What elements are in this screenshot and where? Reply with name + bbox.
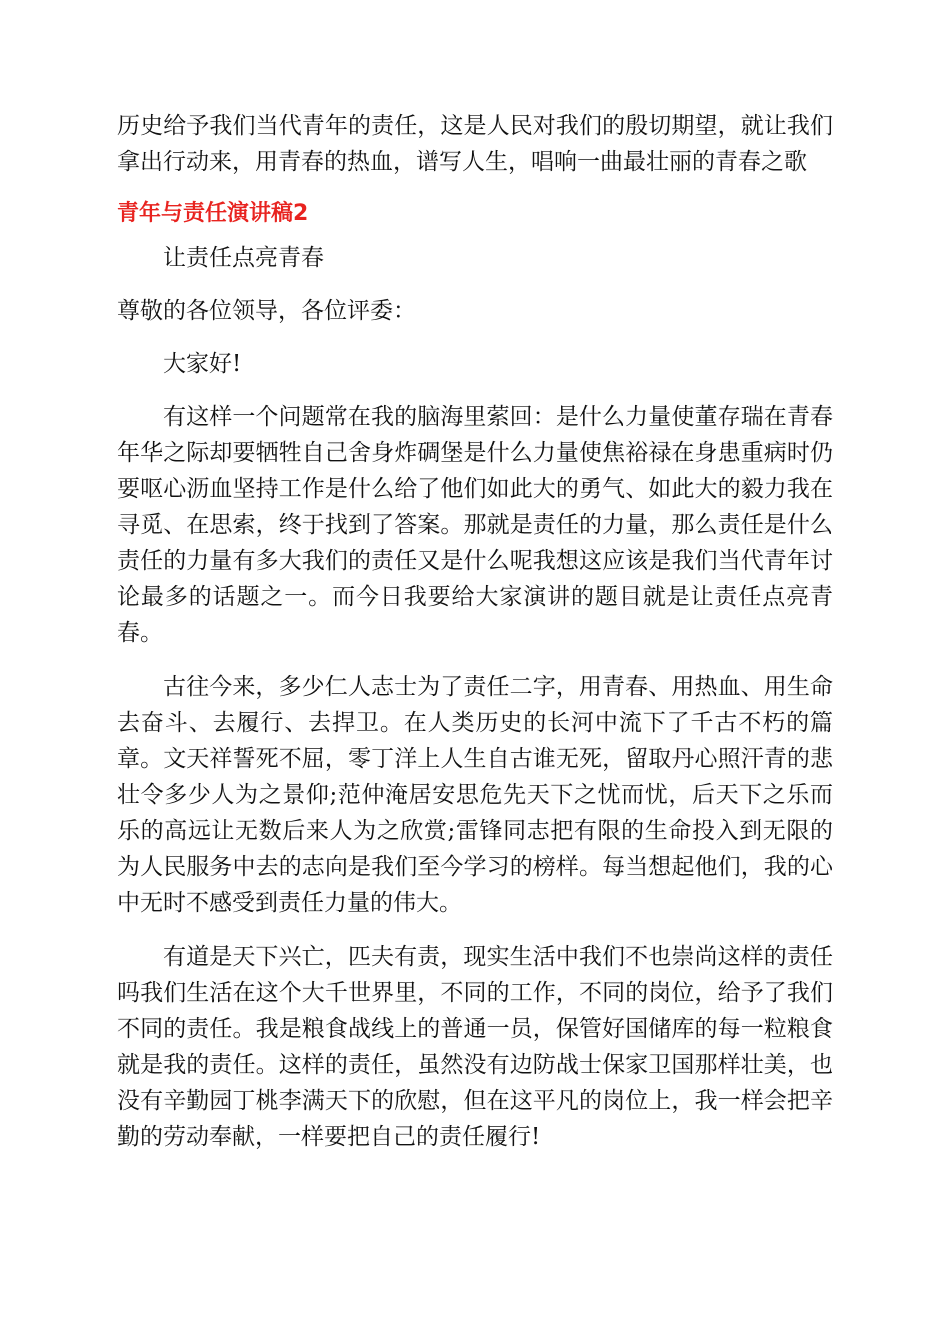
body-paragraph-1: 有这样一个问题常在我的脑海里萦回：是什么力量使董存瑞在青春年华之际却要牺牲自己舍身炸碉堡是什么力量使焦裕禄在身患重病时仍要呕心沥血坚持工作是什么给了他们如此大的勇气、如此大的毅力我在寻觅、在思索，终于找到了答案。那就是责任的力量，那么责任是什么责任的力量有多大我们的责任又是什么呢我想这应该是我们当代青年讨论最多的话题之一。而今日我要给大家演讲的题目就是让责任点亮青春。 [117, 404, 833, 646]
body-paragraph-2: 古往今来，多少仁人志士为了责任二字，用青春、用热血、用生命去奋斗、去履行、去捍卫。在人类历史的长河中流下了千古不朽的篇章。文天祥誓死不屈，零丁洋上人生自古谁无死，留取丹心照汗青的悲壮令多少人为之景仰;范仲淹居安思危先天下之忧而忧，后天下之乐而乐的高远让无数后来人为之欣赏;雷锋同志把有限的生命投入到无限的为人民服务中去的志向是我们至今学习的榜样。每当想起他们，我的心中无时不感受到责任力量的伟大。 [117, 674, 833, 916]
document-body [117, 108, 833, 1173]
intro-paragraph: 历史给予我们当代青年的责任，这是人民对我们的殷切期望，就让我们拿出行动来，用青春的热血，谱写人生，唱响一曲最壮丽的青春之歌 [117, 113, 833, 175]
section-heading: 青年与责任演讲稿2 [117, 201, 309, 226]
salutation: 尊敬的各位领导，各位评委： [117, 298, 416, 324]
greeting: 大家好! [163, 351, 242, 377]
speech-title: 让责任点亮青春 [163, 245, 324, 271]
body-paragraph-3: 有道是天下兴亡，匹夫有责，现实生活中我们不也崇尚这样的责任吗我们生活在这个大千世界里，不同的工作，不同的岗位，给予了我们不同的责任。我是粮食战线上的普通一员，保管好国储库的每一粒粮食就是我的责任。这样的责任，虽然没有边防战士保家卫国那样壮美，也没有辛勤园丁桃李满天下的欣慰，但在这平凡的岗位上，我一样会把辛勤的劳动奉献，一样要把自己的责任履行! [117, 944, 833, 1150]
